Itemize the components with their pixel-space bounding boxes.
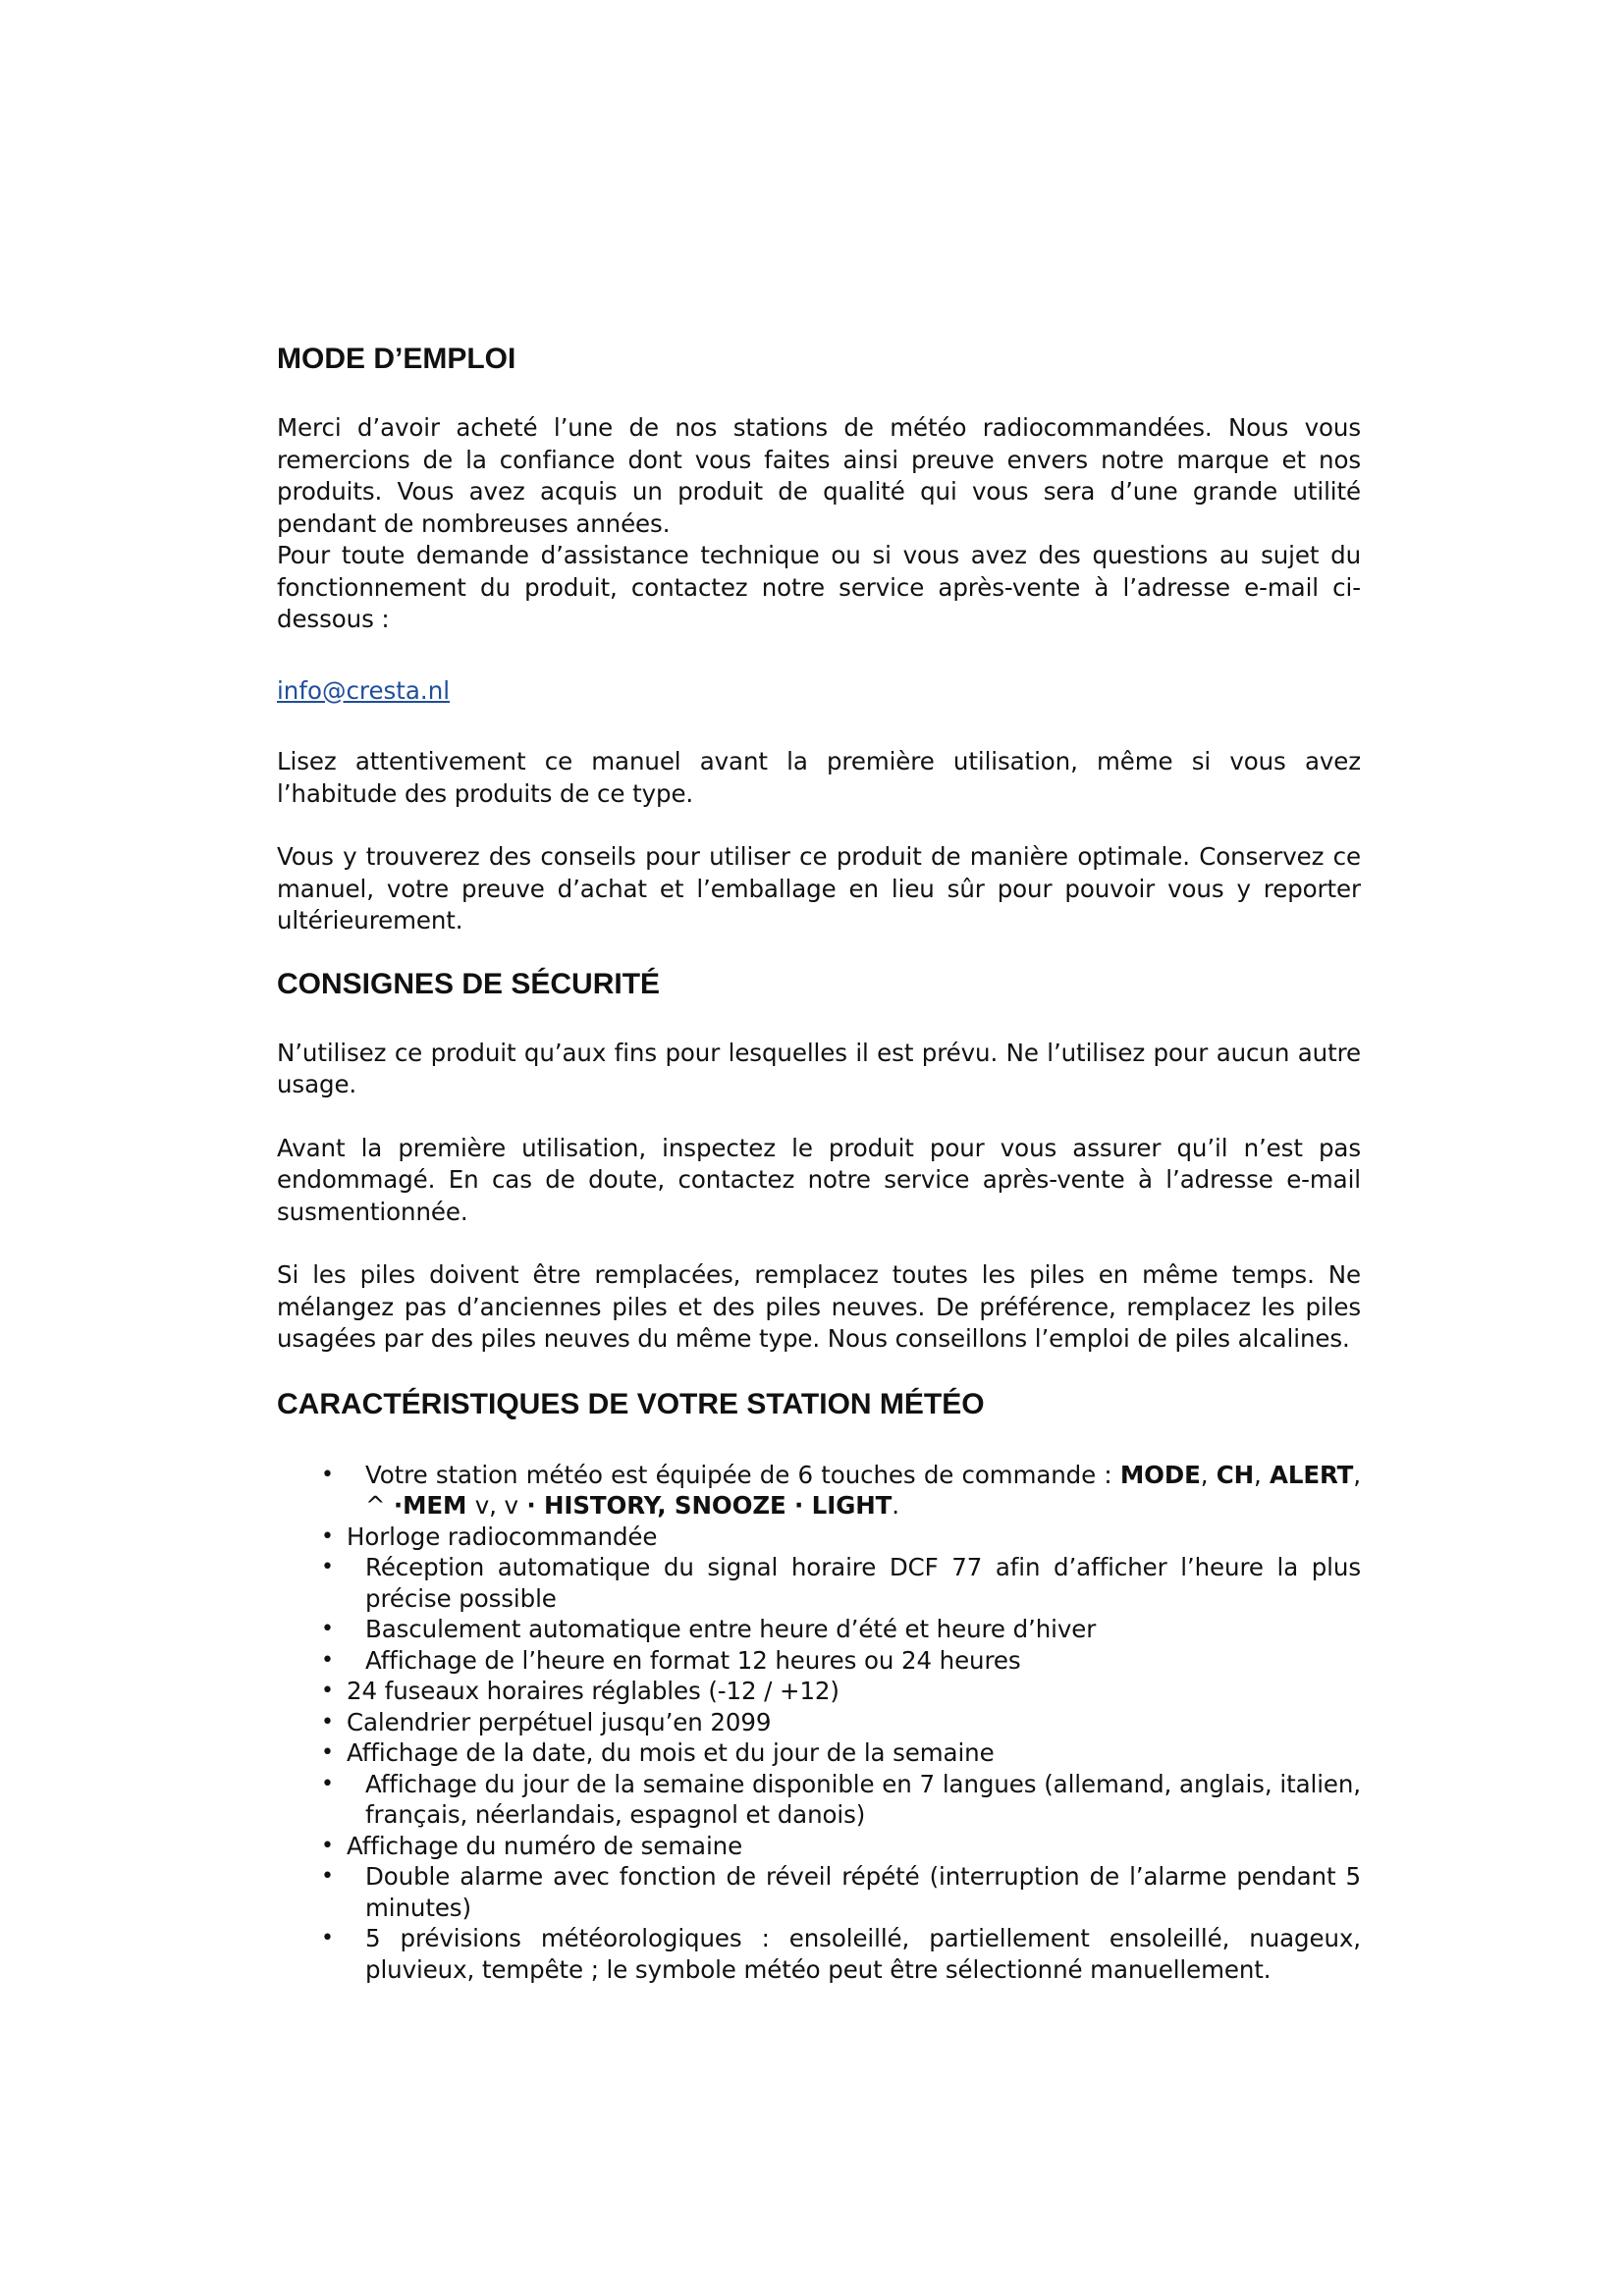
feature-text: Calendrier perpétuel jusqu’en 2099 [347, 1707, 772, 1736]
feature-text: Affichage du numéro de semaine [347, 1831, 743, 1860]
keys-end: . [892, 1491, 899, 1520]
key-down: v, v [474, 1491, 518, 1520]
key-separator: , [1353, 1460, 1361, 1489]
email-link[interactable]: info@cresta.nl [277, 675, 451, 705]
bullet-icon: • [321, 1679, 334, 1703]
key-alert: ALERT [1270, 1460, 1354, 1489]
features-heading: CARACTÉRISTIQUES DE VOTRE STATION MÉTÉO [277, 1387, 985, 1420]
page-title: MODE D’EMPLOI [277, 343, 516, 375]
bullet-icon: • [321, 1740, 334, 1765]
feature-text: Double alarme avec fonction de réveil répété (interruption de l’alarme pendant 5 minutes) [365, 1862, 1361, 1922]
key-up: ^ [365, 1491, 386, 1520]
list-item [277, 1737, 1361, 1769]
feature-text: Affichage de l’heure en format 12 heures ou 24 heures [365, 1645, 1021, 1675]
safety-heading: CONSIGNES DE SÉCURITÉ [277, 967, 661, 1000]
bullet-icon: • [321, 1462, 334, 1487]
spacer [277, 1228, 1361, 1259]
intro-paragraph-1: Merci d’avoir acheté l’une de nos stations de météo radiocommandées. Nous vous remercions de la confiance dont vous faites ainsi preuve envers notre marque et nos produits. Vous avez acquis un produit de qualité qui vous sera d’une grande utilité pendant de nombreuses années. [277, 413, 1361, 538]
spacer [277, 1101, 1361, 1133]
list-item [277, 1707, 1361, 1738]
bullet-icon: • [321, 1523, 334, 1549]
list-item [277, 1522, 1361, 1553]
spacer [277, 810, 1361, 841]
bullet-icon: • [321, 1647, 334, 1673]
list-item [277, 1769, 1361, 1831]
list-item [277, 1645, 1361, 1677]
bullet-icon: • [321, 1617, 334, 1641]
read-paragraph: Lisez attentivement ce manuel avant la première utilisation, même si vous avez l’habitude des produits de ce type. [277, 747, 1361, 808]
key-separator: , [1254, 1460, 1270, 1489]
list-item [277, 1552, 1361, 1614]
bullet-icon: • [321, 1833, 334, 1858]
bullet-icon: • [321, 1926, 334, 1950]
key-mode: MODE [1119, 1460, 1201, 1489]
email-line [277, 675, 1361, 708]
safety-paragraph-2: Avant la première utilisation, inspectez le produit pour vous assurer qu’il n’est pas endommagé. En cas de doute, contactez notre service après-vente à l’adresse e-mail susmentionnée. [277, 1133, 1361, 1226]
feature-text: Affichage du jour de la semaine disponible en 7 langues (allemand, anglais, italien, français, néerlandais, espagnol et danois) [365, 1769, 1361, 1829]
list-item [277, 1831, 1361, 1862]
list-item [277, 1614, 1361, 1645]
feature-text: Basculement automatique entre heure d’été et heure d’hiver [365, 1615, 1097, 1643]
advice-paragraph: Vous y trouverez des conseils pour utiliser ce produit de manière optimale. Conservez ce manuel, votre preuve d’achat et l’emballage en lieu sûr pour pouvoir vous y reporter ultérieurement. [277, 842, 1361, 934]
list-item [277, 1923, 1361, 1985]
list-item [277, 1460, 1361, 1522]
key-mem: ·MEM [385, 1491, 475, 1520]
intro-paragraph-2: Pour toute demande d’assistance technique ou si vous avez des questions au sujet du fonctionnement du produit, contactez notre service après-vente à l’adresse e-mail ci-dessous : [277, 541, 1361, 633]
safety-paragraph-3: Si les piles doivent être remplacées, remplacez toutes les piles en même temps. Ne mélangez pas d’anciennes piles et des piles neuves. De préférence, remplacez les piles usagées par des piles neuves du même type. Nous conseillons l’emploi de piles alcalines. [277, 1260, 1361, 1353]
key-separator: , [1200, 1460, 1217, 1489]
document-content [277, 342, 1361, 1985]
features-list [277, 1460, 1361, 1986]
safety-paragraph-1: N’utilisez ce produit qu’aux fins pour lesquelles il est prévu. Ne l’utilisez pour aucun autre usage. [277, 1038, 1361, 1098]
feature-text: Horloge radiocommandée [347, 1522, 658, 1551]
list-item [277, 1676, 1361, 1707]
bullet-icon: • [321, 1864, 334, 1889]
keys-intro: Votre station météo est équipée de 6 touches de commande : [365, 1460, 1120, 1489]
feature-text: 5 prévisions météorologiques : ensoleillé, partiellement ensoleillé, nuageux, pluvieux, tempête ; le symbole météo peut être sélectionné manuellement. [365, 1924, 1361, 1984]
bullet-icon: • [321, 1709, 334, 1735]
key-ch: CH [1216, 1460, 1255, 1489]
feature-text: Affichage de la date, du mois et du jour de la semaine [347, 1738, 995, 1767]
list-item [277, 1861, 1361, 1923]
feature-text: Réception automatique du signal horaire DCF 77 afin d’afficher l’heure la plus précise possible [365, 1553, 1361, 1613]
key-history-snooze-light: · HISTORY, SNOOZE · LIGHT [517, 1491, 893, 1520]
bullet-icon: • [321, 1555, 334, 1579]
bullet-icon: • [321, 1771, 334, 1796]
feature-text: 24 fuseaux horaires réglables (-12 / +12) [347, 1677, 839, 1705]
